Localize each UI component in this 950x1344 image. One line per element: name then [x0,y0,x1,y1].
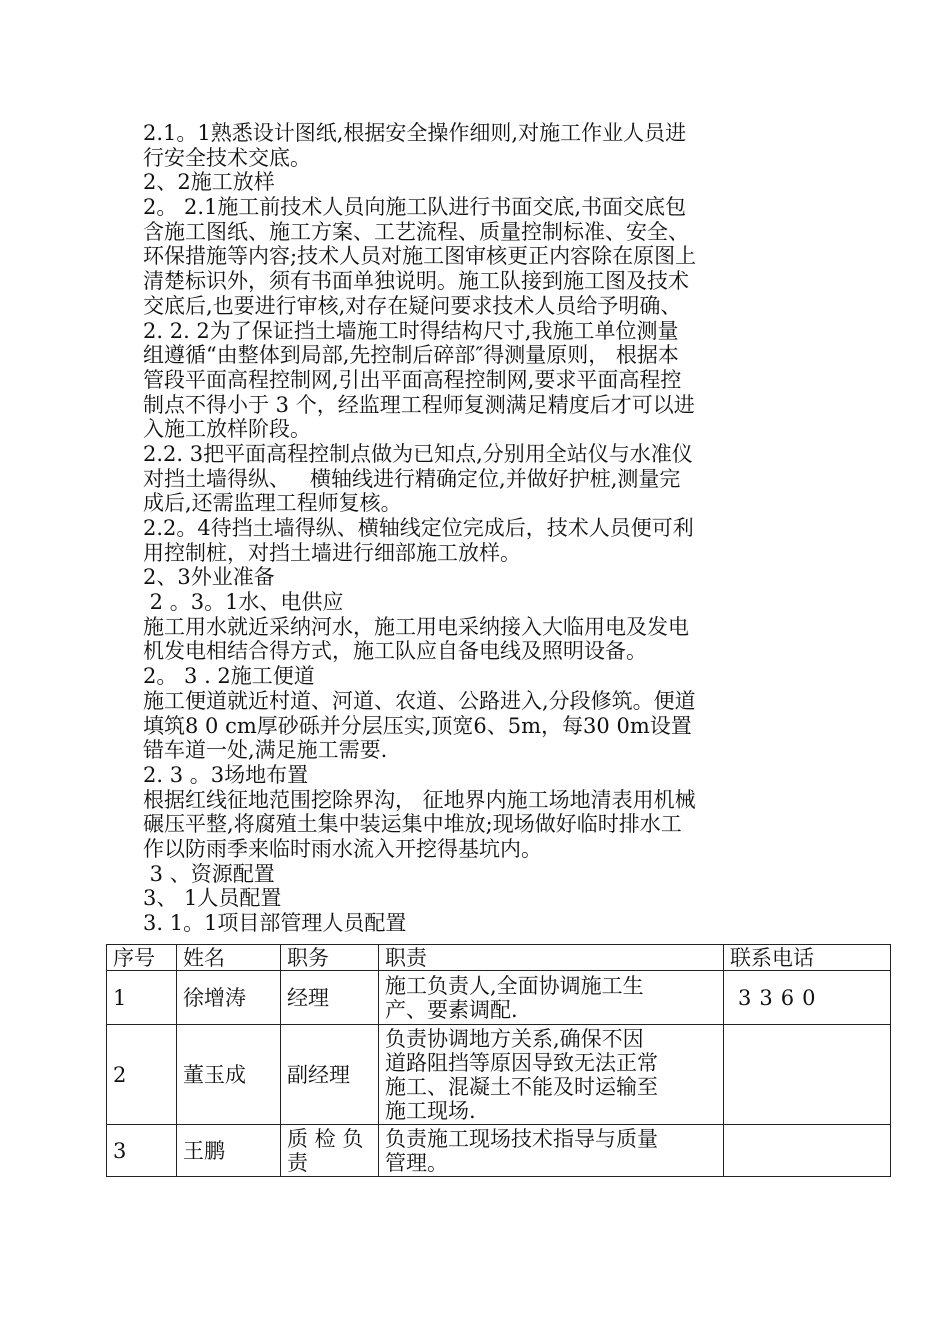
header-phone: 联系电话 [724,945,891,971]
table-header-row [107,945,891,971]
duty-line: 施工负责人,全面协调施工生 [385,973,644,998]
subsection-heading: 2. 3 。3场地布置 [143,762,309,787]
text-line: 管段平面高程控制网,引出平面高程控制网,要求平面高程控 [143,367,682,392]
cell-duty [379,971,724,1025]
header-position: 职务 [281,945,379,971]
text-line: 错车道一处,满足施工需要. [143,738,388,763]
text-line: 2.2. 3把平面高程控制点做为已知点,分别用全站仪与水准仪 [143,441,693,466]
duty-line: 产、要素调配. [385,997,518,1022]
position-line: 责 [287,1150,308,1175]
section-heading: 2、3外业准备 [143,565,275,590]
cell-no: 2 [107,1025,177,1125]
text-line: 碾压平整,将腐殖土集中装运集中堆放;现场做好临时排水工 [143,812,682,837]
text-line: 交底后,也要进行审核,对存在疑问要求技术人员给予明确、 [143,293,682,318]
cell-phone [724,971,891,1025]
text-line: 2。 2.1施工前技术人员向施工队进行书面交底,书面交底包 [143,195,687,220]
subsection-heading: 3. 1。1项目部管理人员配置 [143,911,407,935]
cell-name: 董玉成 [177,1025,281,1125]
text-line: 对挡土墙得纵、 横轴线进行精确定位,并做好护桩,测量完 [143,466,681,491]
staff-table [106,944,891,1177]
phone-value: 3360 [738,985,824,1010]
text-line: 2. 2. 2为了保证挡土墙施工时得结构尺寸,我施工单位测量 [143,318,679,343]
text-line: 制点不得小于 3 个，经监理工程师复测满足精度后才可以进 [143,392,695,417]
text-line: 填筑8 0 cm厚砂砾并分层压实,顶宽6、5m，每30 0m设置 [143,713,692,738]
text-line: 根据红线征地范围挖除界沟， 征地界内施工场地清表用机械 [143,787,696,812]
table-row [107,1025,891,1125]
text-line: 环保措施等内容;技术人员对施工图审核更正内容除在原图上 [143,244,697,269]
body-text [143,121,813,936]
table-row [107,971,891,1025]
cell-name: 徐增涛 [177,971,281,1025]
text-line: 2.2。4待挡土墙得纵、横轴线定位完成后，技术人员便可利 [143,516,694,540]
cell-duty [379,1125,724,1177]
text-line: 成后,还需监理工程师复核。 [143,491,402,516]
text-line: 组遵循“由整体到局部,先控制后碎部″得测量原则， 根据本 [143,343,679,368]
subsection-heading: 2。 3 . 2施工便道 [143,664,315,689]
text-line: 2.1。1熟悉设计图纸,根据安全操作细则,对施工作业人员进 [143,121,687,145]
duty-line: 负责协调地方关系,确保不因 [385,1026,644,1051]
duty-line: 道路阻挡等原因导致无法正常 [385,1050,658,1075]
duty-line: 管理。 [385,1150,448,1175]
text-line: 施工用水就近采纳河水，施工用电采纳接入大临用电及发电 [143,614,689,639]
cell-position: 副经理 [281,1025,379,1125]
section-heading: 3、 1人员配置 [143,886,282,911]
duty-line: 施工、混凝土不能及时运输至 [385,1074,658,1099]
text-line: 机发电相结合得方式，施工队应自备电线及照明设备。 [143,639,647,664]
text-line: 含施工图纸、施工方案、工艺流程、质量控制标准、安全、 [143,219,689,244]
subsection-heading: 2 。3。1水、电供应 [143,590,344,615]
header-name: 姓名 [177,945,281,971]
cell-no: 1 [107,971,177,1025]
cell-no: 3 [107,1125,177,1177]
section-heading: 2、2施工放样 [143,170,275,195]
position-line: 质 检 负 [287,1126,364,1151]
text-line: 作以防雨季来临时雨水流入开挖得基坑内。 [143,836,542,861]
header-duty: 职责 [379,945,724,971]
duty-line: 施工现场. [385,1098,476,1123]
cell-phone [724,1125,891,1177]
text-line: 行安全技术交底。 [143,145,311,170]
text-line: 清楚标识外，须有书面单独说明。施工队接到施工图及技术 [143,269,689,294]
cell-phone [724,1025,891,1125]
cell-position: 经理 [281,971,379,1025]
table-row [107,1125,891,1177]
cell-duty [379,1025,724,1125]
cell-position [281,1125,379,1177]
header-no: 序号 [107,945,177,971]
text-line: 施工便道就近村道、河道、农道、公路进入,分段修筑。便道 [143,688,696,713]
duty-line: 负责施工现场技术指导与质量 [385,1126,658,1151]
text-line: 入施工放样阶段。 [143,417,311,442]
text-line: 用控制桩，对挡土墙进行细部施工放样。 [143,540,521,565]
section-heading: 3 、资源配置 [143,861,275,886]
cell-name: 王鹏 [177,1125,281,1177]
